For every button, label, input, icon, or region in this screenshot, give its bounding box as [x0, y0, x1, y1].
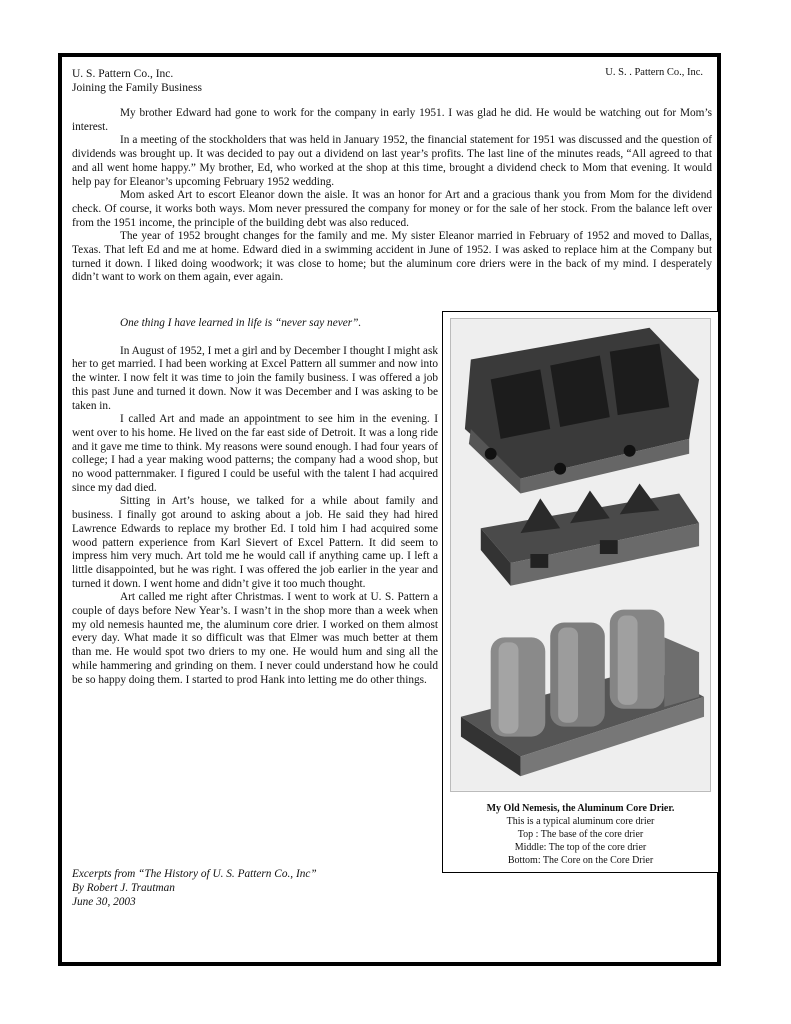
- paragraph: My brother Edward had gone to work for the company in early 1951. I was glad he did. He would be watching out for Mom’s interest.: [72, 107, 712, 133]
- quote: One thing I have learned in life is “never say never”.: [120, 317, 362, 329]
- paragraph: Mom asked Art to escort Eleanor down the aisle. It was an honor for Art and a gracious thank you from Mom for the dividend check. Of course, it works both ways. Mom never pressured the company for money or for the sale of her stock. From the balance left over from the 1951 income, the principle of the building debt was also reduced.: [72, 189, 712, 229]
- left-column-text: [72, 317, 438, 687]
- paragraph: Sitting in Art’s house, we talked for a while about family and business. I finally got around to asking about a job. He said they had hired Lawrence Edwards to replace my brother Ed. I told him I had acquired some wood pattern experience from Karl Sievert of Excel Pattern. It did seem to impress him very much. Art told me he would call if anything came up. I left a little disappointed, but he was right. I was offered the job earlier in the year and turned it down. I went home and didn’t give it too much thought.: [72, 495, 438, 590]
- footer-date: June 30, 2003: [72, 896, 136, 908]
- paragraph: The year of 1952 brought changes for the family and me. My sister Eleanor married in February of 1952 and moved to Dallas, Texas. That left Ed and me at home. Edward died in a swimming accident in June of 1952. I was asked to replace him at the Company but turned it down. I liked doing woodwork; it was close to home; but the aluminum core driers were in the back of my mind. I desperately didn’t want to work on them again, ever again.: [72, 230, 712, 284]
- page-frame: [58, 53, 721, 966]
- figure-core-drier: [442, 311, 719, 873]
- core-drier-photo: [450, 318, 711, 792]
- header-chapter-title: Joining the Family Business: [72, 82, 203, 94]
- footer-attribution: [72, 867, 317, 909]
- caption-title: My Old Nemesis, the Aluminum Core Drier.: [486, 803, 675, 814]
- caption-line: Bottom: The Core on the Core Drier: [507, 855, 654, 866]
- figure-caption: [447, 802, 714, 867]
- caption-line: Middle: The top of the core drier: [514, 842, 647, 853]
- core-drier-illustration: [451, 319, 710, 791]
- caption-line: Top : The base of the core drier: [517, 829, 644, 840]
- caption-line: This is a typical aluminum core drier: [506, 816, 655, 827]
- paragraph: I called Art and made an appointment to see him in the evening. I went over to his home. He lived on the far east side of Detroit. It was a long ride and it gave me time to think. My reasons were sound enough. I had four years of college; I had a year making wood patterns; the company had a wood shop, but no wood patternmaker. I figured I could be useful with the talent I had acquired since my dad died.: [72, 413, 438, 494]
- footer-source: Excerpts from “The History of U. S. Pattern Co., Inc”: [72, 868, 317, 880]
- paragraph: Art called me right after Christmas. I went to work at U. S. Pattern a couple of days before New Year’s. I wasn’t in the shop more than a week when my old nemesis haunted me, the aluminum core drier. I worked on them almost every day. What made it so difficult was that Elmer was much better at them than me. He would spot two driers to my one. He would hum and sing all the while hammering and grinding on them. I never could understand how he could be so happy doing them. I started to prod Hank into letting me do other things.: [72, 591, 438, 686]
- paragraph: In a meeting of the stockholders that was held in January 1952, the financial statement for 1951 was discussed and the question of dividends was brought up. It was decided to pay out a dividend on last year’s profits. The last line of the minutes reads, “All agreed to that and all went home happy.” My brother, Ed, who worked at the shop at this time, brought a dividend check to Mom that evening. It would help pay for Eleanor’s upcoming February 1952 wedding.: [72, 134, 712, 188]
- paragraph: In August of 1952, I met a girl and by December I thought I might ask her to get married. I had been working at Excel Pattern all summer and now into the winter. I now felt it was time to join the family business. I was offered a job this past June and turned it down. Now it was December and I was asking to be taken in.: [72, 344, 438, 412]
- header-right: U. S. . Pattern Co., Inc.: [605, 67, 703, 78]
- intro-text: [72, 107, 712, 285]
- header-company: U. S. Pattern Co., Inc.: [72, 68, 174, 80]
- header-left: [72, 67, 202, 95]
- footer-author: By Robert J. Trautman: [72, 882, 175, 894]
